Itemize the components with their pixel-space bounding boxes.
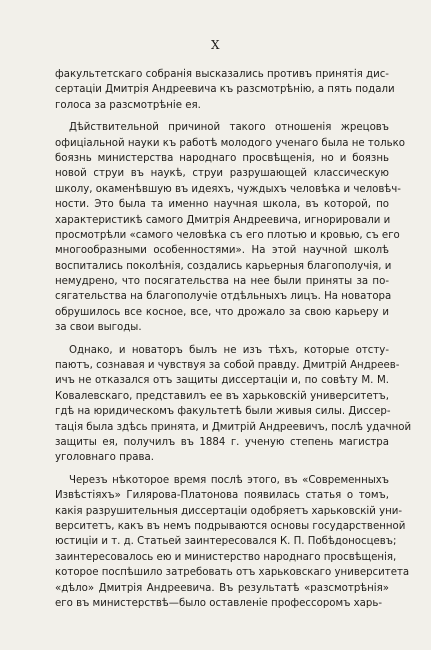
text-line: характеристикѣ самого Дмитрія Андреевича, игнорировали и <box>55 214 391 226</box>
text-line: сертаціи Дмитрія Андреевича къ разсмотрѣнію, а пять подали <box>55 84 395 96</box>
text-line: защиты ея, получилъ въ 1884 г. ученую степень магистра <box>55 436 389 448</box>
text-line: боязнь министерства народнаго просвѣщенія, но и боязнь <box>55 152 389 164</box>
paragraph <box>55 473 410 612</box>
text-line: ности. Это была та именно научная школа, въ которой, по <box>55 199 389 211</box>
text-line: воспитались поколѣнія, создались карьерныя благополучія, и <box>55 260 392 272</box>
text-line: немудрено, что посягательства на нее были приняты за по- <box>55 276 389 288</box>
text-line: верситетъ, какъ въ немъ подрываются основы государственной <box>55 520 406 532</box>
paragraph <box>55 120 405 335</box>
text-line: факультетскаго собранія высказались противъ принятія дис- <box>55 69 389 80</box>
text-line: обрушилось все косное, все, что дрожало за свою карьеру и <box>55 306 389 318</box>
text-line: его въ министерствѣ—было оставленіе профессоромъ харь- <box>55 597 383 609</box>
text-line: офиціальной науки къ работѣ молодого ученаго была не только <box>55 137 405 149</box>
text-line: тація была здѣсь принята, и Дмитрій Андреевичъ, послѣ удачной <box>55 421 412 433</box>
text-line: юстиціи и т. д. Статьей заинтересовался К. П. Побѣдоносцевъ; <box>55 536 397 548</box>
text-line: новой струи въ наукѣ, струи разрушающей классическую <box>55 168 389 180</box>
text-line: которое поспѣшило затребовать отъ харьковскаго университета <box>55 567 410 579</box>
text-line: Черезъ нѣкоторое время послѣ этого, въ «Современныхъ <box>69 474 389 486</box>
text-line: паютъ, сознавая и чувствуя за собой правду. Дмитрій Андреев- <box>55 360 400 372</box>
text-line: заинтересовалось ею и министерство народнаго просвѣщенія, <box>55 551 397 563</box>
text-line: сягательства на благополучіе отдѣльныхъ лицъ. На новатора <box>55 291 392 303</box>
text-line: гдѣ на юридическомъ факультетѣ были живыя силы. Диссер- <box>55 406 391 418</box>
text-line: уголовнаго права. <box>55 452 154 464</box>
text-line: Дѣйствительной причиной такого отношенія жрецовъ <box>69 122 389 134</box>
paragraph-gap <box>55 466 389 473</box>
text-line: какія разрушительныя диссертаціи одобряетъ харьковскій уни- <box>55 505 403 517</box>
body-text <box>55 67 412 611</box>
text-line: многообразными особенностями». На этой научной школѣ <box>55 245 389 257</box>
paragraph-gap <box>55 113 389 120</box>
paragraph-gap <box>55 336 389 343</box>
text-line: Ковалевскаго, представилъ ее въ харьковскій университетъ, <box>55 390 389 402</box>
text-line: ичъ не отказался отъ защиты диссертаціи и, по совѣту М. М. <box>55 375 389 387</box>
text-line: Однако, и новаторъ былъ не изъ тѣхъ, которые отсту- <box>69 344 389 356</box>
text-line: голоса за разсмотрѣніе ея. <box>55 99 201 111</box>
text-line: Извѣстіяхъ» Гилярова-Платонова появилась статья о томъ, <box>55 490 389 502</box>
text-line: «дѣло» Дмитрія Андреевича. Въ результатѣ «разсмотрѣнія» <box>55 582 389 594</box>
text-line: просмотрѣли «самого человѣка съ его плотью и кровью, съ его <box>55 229 400 241</box>
paragraph <box>55 67 395 113</box>
page-number: X <box>210 38 221 52</box>
paragraph <box>55 343 412 466</box>
text-line: за свои выгоды. <box>55 322 142 334</box>
text-line: школу, окаменѣвшую въ идеяхъ, чуждыхъ человѣка и человѣч- <box>55 183 401 195</box>
